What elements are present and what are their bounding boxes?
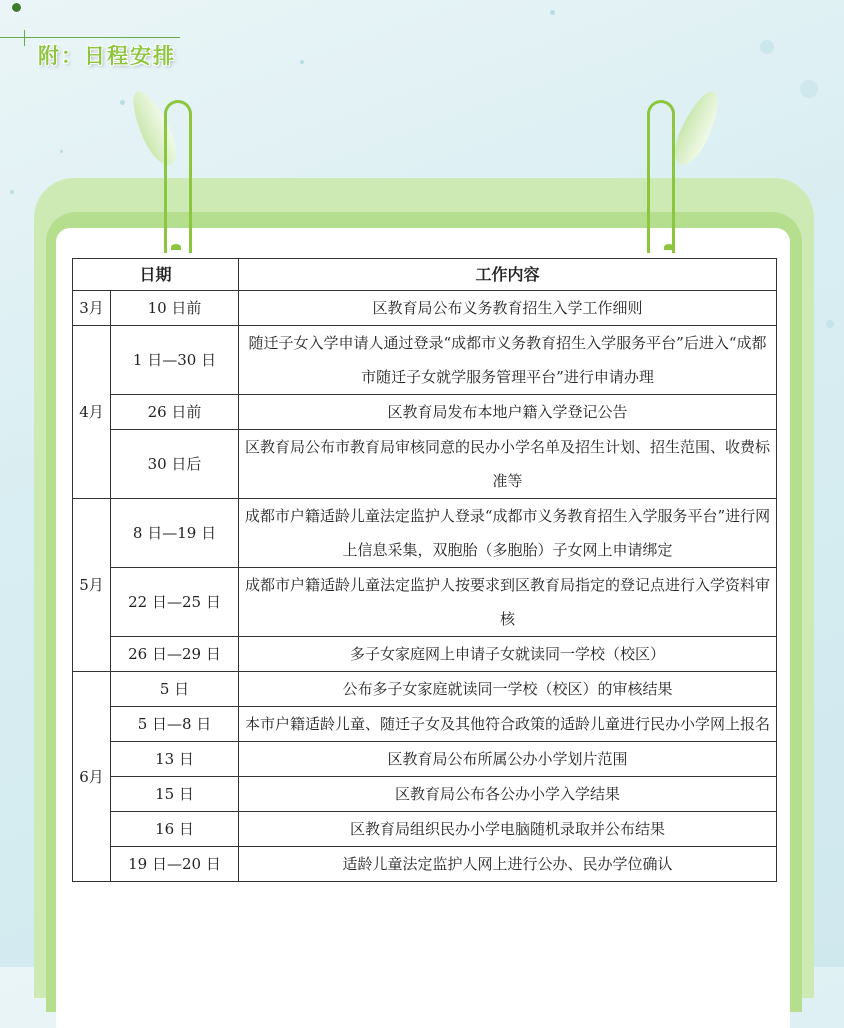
date-cell: 13 日: [111, 742, 239, 777]
date-cell: 10 日前: [111, 291, 239, 326]
schedule-table: [72, 258, 777, 882]
content-cell: 区教育局组织民办小学电脑随机录取并公布结果: [239, 812, 777, 847]
content-cell: 区教育局公布义务教育招生入学工作细则: [239, 291, 777, 326]
page-title: 附：日程安排: [38, 44, 176, 68]
content-cell: 区教育局公布市教育局审核同意的民办小学名单及招生计划、招生范围、收费标准等: [239, 430, 777, 499]
table-row: [73, 777, 777, 812]
date-cell: 5 日—8 日: [111, 707, 239, 742]
table-row: [73, 430, 777, 499]
content-cell: 区教育局公布所属公办小学划片范围: [239, 742, 777, 777]
table-row: [73, 847, 777, 882]
date-cell: 16 日: [111, 812, 239, 847]
content-cell: 区教育局发布本地户籍入学登记公告: [239, 395, 777, 430]
date-cell: 26 日—29 日: [111, 637, 239, 672]
month-cell: 6月: [73, 672, 111, 882]
bg-dot: [826, 320, 834, 328]
table-row: [73, 812, 777, 847]
table-row: [73, 499, 777, 568]
content-cell: 适龄儿童法定监护人网上进行公办、民办学位确认: [239, 847, 777, 882]
content-cell: 多子女家庭网上申请子女就读同一学校（校区）: [239, 637, 777, 672]
bg-dot: [120, 100, 125, 105]
hanger-foot-right-icon: [664, 244, 674, 250]
column-header-date: 日期: [73, 259, 239, 291]
content-cell: 区教育局公布各公办小学入学结果: [239, 777, 777, 812]
content-cell: 成都市户籍适龄儿童法定监护人按要求到区教育局指定的登记点进行入学资料审核: [239, 568, 777, 637]
bg-dot: [300, 60, 304, 64]
header-divider-tick: [24, 30, 25, 46]
date-cell: 30 日后: [111, 430, 239, 499]
table-row: [73, 742, 777, 777]
hanger-foot-left-icon: [171, 244, 181, 250]
date-cell: 22 日—25 日: [111, 568, 239, 637]
leaf-icon: [667, 86, 726, 170]
table-row: [73, 672, 777, 707]
month-cell: 4月: [73, 326, 111, 499]
bg-dot: [10, 190, 14, 194]
content-cell: 公布多子女家庭就读同一学校（校区）的审核结果: [239, 672, 777, 707]
date-cell: 15 日: [111, 777, 239, 812]
table-row: [73, 291, 777, 326]
content-cell: 成都市户籍适龄儿童法定监护人登录“成都市义务教育招生入学服务平台”进行网上信息采集，双胞胎（多胞胎）子女网上申请绑定: [239, 499, 777, 568]
hanger-hook-right-icon: [647, 100, 675, 253]
hanger-hook-left-icon: [164, 100, 192, 253]
date-cell: 1 日—30 日: [111, 326, 239, 395]
bg-dot: [60, 150, 63, 153]
header-divider: [0, 37, 180, 38]
table-row: [73, 637, 777, 672]
table-row: [73, 326, 777, 395]
month-cell: 5月: [73, 499, 111, 672]
content-cell: 本市户籍适龄儿童、随迁子女及其他符合政策的适龄儿童进行民办小学网上报名: [239, 707, 777, 742]
header-bullet-icon: [11, 2, 22, 13]
date-cell: 26 日前: [111, 395, 239, 430]
table-row: [73, 568, 777, 637]
bg-dot: [550, 10, 555, 15]
date-cell: 5 日: [111, 672, 239, 707]
date-cell: 19 日—20 日: [111, 847, 239, 882]
table-header-row: [73, 259, 777, 291]
table-row: [73, 707, 777, 742]
date-cell: 8 日—19 日: [111, 499, 239, 568]
table-row: [73, 395, 777, 430]
month-cell: 3月: [73, 291, 111, 326]
bg-dot: [800, 80, 818, 98]
content-cell: 随迁子女入学申请人通过登录“成都市义务教育招生入学服务平台”后进入“成都市随迁子女就学服务管理平台”进行申请办理: [239, 326, 777, 395]
column-header-content: 工作内容: [239, 259, 777, 291]
bg-dot: [760, 40, 774, 54]
